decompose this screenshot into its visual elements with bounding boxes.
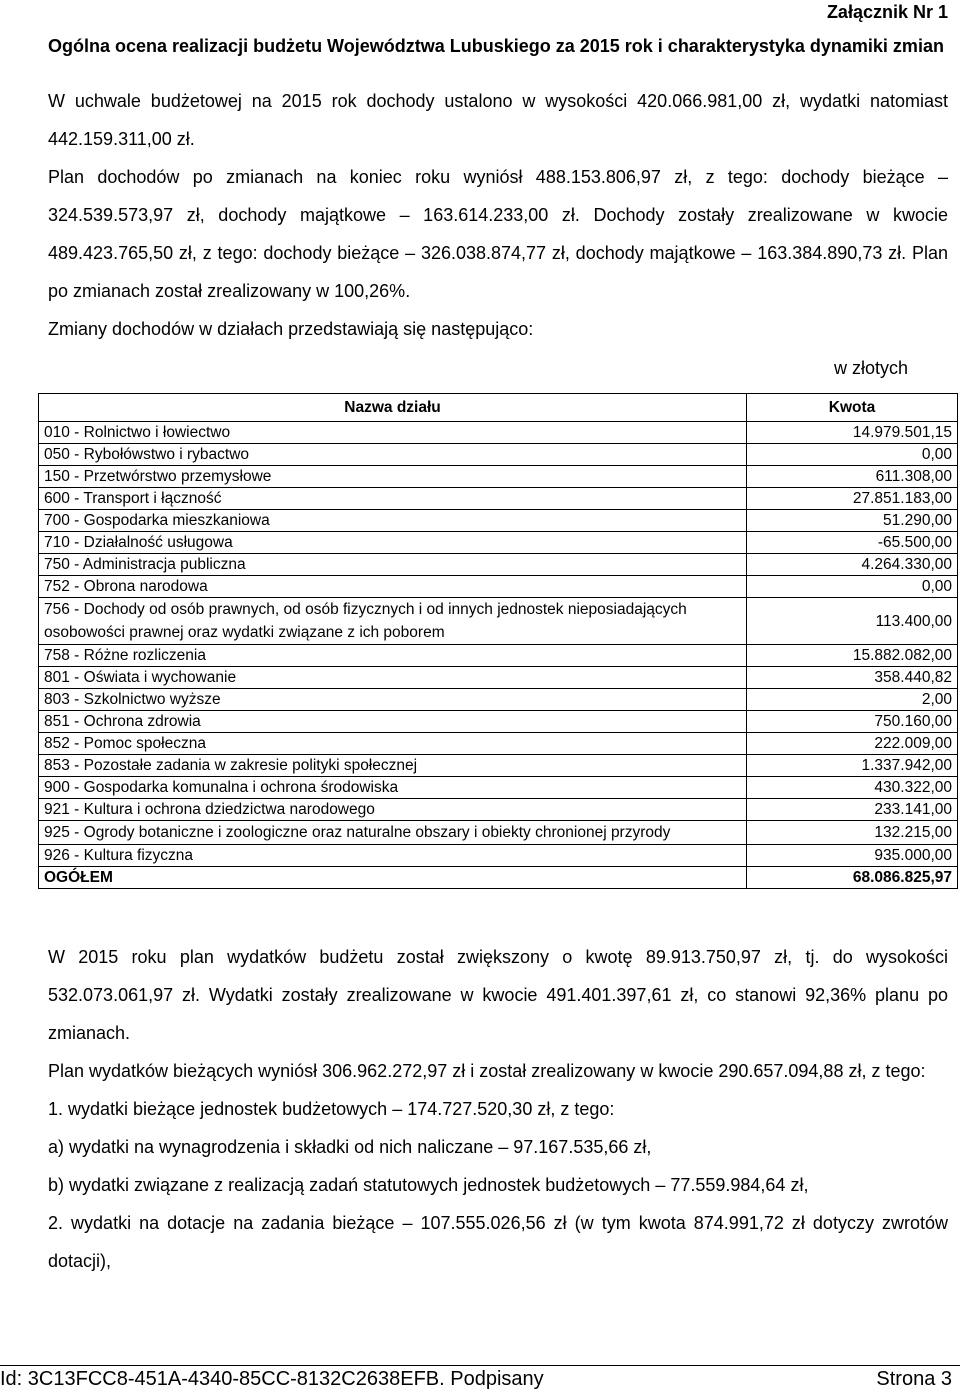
row-name: 050 - Rybołówstwo i rybactwo xyxy=(39,444,747,466)
row-name: 150 - Przetwórstwo przemysłowe xyxy=(39,466,747,488)
row-amount: 430.322,00 xyxy=(747,777,958,799)
page-number: Strona 3 xyxy=(876,1368,952,1390)
row-amount: 51.290,00 xyxy=(747,510,958,532)
expenses-paragraph-total: W 2015 roku plan wydatków budżetu został zwiększony o kwotę 89.913.750,97 zł, tj. do wysokości 532.073.061,97 zł. Wydatki zostały zrealizowane w kwocie 491.401.397,61 zł, co stanowi 92,36% planu po zmianach. xyxy=(48,947,948,1043)
footer-divider xyxy=(0,1365,960,1366)
page-footer xyxy=(0,1368,952,1391)
column-header-name: Nazwa działu xyxy=(39,394,747,422)
row-amount: 1.337.942,00 xyxy=(747,755,958,777)
row-name: 752 - Obrona narodowa xyxy=(39,576,747,598)
row-name: 851 - Ochrona zdrowia xyxy=(39,711,747,733)
table-row xyxy=(39,576,958,598)
row-name: 710 - Działalność usługowa xyxy=(39,532,747,554)
expenses-item-1b: b) wydatki związane z realizacją zadań statutowych jednostek budżetowych – 77.559.984,64 zł, xyxy=(48,1175,809,1195)
row-amount: 935.000,00 xyxy=(747,845,958,867)
annex-label: Załącznik Nr 1 xyxy=(826,2,948,22)
row-name: 801 - Oświata i wychowanie xyxy=(39,667,747,689)
row-amount: 233.141,00 xyxy=(747,799,958,821)
expenses-item-1: 1. wydatki bieżące jednostek budżetowych – 174.727.520,30 zł, z tego: xyxy=(48,1099,615,1119)
row-name: 900 - Gospodarka komunalna i ochrona środowiska xyxy=(39,777,747,799)
row-amount: 750.160,00 xyxy=(747,711,958,733)
currency-unit-label: w złotych xyxy=(833,358,908,378)
table-row xyxy=(39,667,958,689)
row-name: 758 - Różne rozliczenia xyxy=(39,645,747,667)
row-amount: 0,00 xyxy=(747,576,958,598)
table-row xyxy=(39,755,958,777)
row-name: 750 - Administracja publiczna xyxy=(39,554,747,576)
expenses-section xyxy=(48,938,948,1280)
row-amount: 611.308,00 xyxy=(747,466,958,488)
row-amount: 15.882.082,00 xyxy=(747,645,958,667)
row-name: 852 - Pomoc społeczna xyxy=(39,733,747,755)
table-row xyxy=(39,733,958,755)
row-amount: 358.440,82 xyxy=(747,667,958,689)
total-label: OGÓŁEM xyxy=(39,867,747,889)
row-name: 853 - Pozostałe zadania w zakresie polityki społecznej xyxy=(39,755,747,777)
row-name: 803 - Szkolnictwo wyższe xyxy=(39,689,747,711)
intro-paragraph-income-plan: Plan dochodów po zmianach na koniec roku wyniósł 488.153.806,97 zł, z tego: dochody bieżące – 324.539.573,97 zł, dochody majątkowe – 163.614.233,00 zł. Dochody zostały zrealizowane w kwocie 489.423.765,50 zł, z tego: dochody bieżące – 326.038.874,77 zł, dochody majątkowe – 163.384.890,73 zł. Plan po zmianach został zrealizowany w 100,26%. xyxy=(48,167,948,301)
row-amount: -65.500,00 xyxy=(747,532,958,554)
row-amount: 113.400,00 xyxy=(747,598,958,645)
row-amount: 27.851.183,00 xyxy=(747,488,958,510)
table-row xyxy=(39,845,958,867)
table-body xyxy=(39,422,958,889)
document-title: Ogólna ocena realizacji budżetu Województwa Lubuskiego za 2015 rok i charakterystyka dynamiki zmian xyxy=(48,36,944,56)
row-name: 925 - Ogrody botaniczne i zoologiczne oraz naturalne obszary i obiekty chronionej przyrody xyxy=(39,821,747,845)
row-amount: 0,00 xyxy=(747,444,958,466)
row-name: 756 - Dochody od osób prawnych, od osób fizycznych i od innych jednostek nieposiadających osobowości prawnej oraz wydatki związane z ich poborem xyxy=(39,598,747,645)
table-row xyxy=(39,598,958,645)
row-amount: 132.215,00 xyxy=(747,821,958,845)
row-name: 600 - Transport i łączność xyxy=(39,488,747,510)
row-name: 010 - Rolnictwo i łowiectwo xyxy=(39,422,747,444)
document-id: Id: 3C13FCC8-451A-4340-85CC-8132C2638EFB. Podpisany xyxy=(0,1368,544,1390)
row-name: 700 - Gospodarka mieszkaniowa xyxy=(39,510,747,532)
table-header-row xyxy=(39,394,958,422)
row-amount: 222.009,00 xyxy=(747,733,958,755)
table-row xyxy=(39,821,958,845)
row-name: 926 - Kultura fizyczna xyxy=(39,845,747,867)
table-row xyxy=(39,466,958,488)
row-amount: 14.979.501,15 xyxy=(747,422,958,444)
intro-section xyxy=(48,82,948,348)
expenses-item-2: 2. wydatki na dotacje na zadania bieżące – 107.555.026,56 zł (w tym kwota 874.991,72 zł dotyczy zwrotów dotacji), xyxy=(48,1213,948,1271)
table-row xyxy=(39,711,958,733)
table-row xyxy=(39,799,958,821)
table-row xyxy=(39,488,958,510)
table-row xyxy=(39,554,958,576)
table-row xyxy=(39,689,958,711)
row-amount: 2,00 xyxy=(747,689,958,711)
income-changes-table xyxy=(38,393,958,889)
intro-paragraph-budget: W uchwale budżetowej na 2015 rok dochody ustalono w wysokości 420.066.981,00 zł, wydatki natomiast 442.159.311,00 zł. xyxy=(48,91,948,149)
row-amount: 4.264.330,00 xyxy=(747,554,958,576)
expenses-item-1a: a) wydatki na wynagrodzenia i składki od nich naliczane – 97.167.535,66 zł, xyxy=(48,1137,652,1157)
table-row xyxy=(39,422,958,444)
row-name: 921 - Kultura i ochrona dziedzictwa narodowego xyxy=(39,799,747,821)
total-amount: 68.086.825,97 xyxy=(747,867,958,889)
total-row xyxy=(39,867,958,889)
table-row xyxy=(39,645,958,667)
table-row xyxy=(39,532,958,554)
expenses-paragraph-current: Plan wydatków bieżących wyniósł 306.962.272,97 zł i został zrealizowany w kwocie 290.657.094,88 zł, z tego: xyxy=(48,1061,926,1081)
table-row xyxy=(39,777,958,799)
intro-paragraph-changes: Zmiany dochodów w działach przedstawiają się następująco: xyxy=(48,319,534,339)
table-row xyxy=(39,510,958,532)
column-header-amount: Kwota xyxy=(747,394,958,422)
table-row xyxy=(39,444,958,466)
